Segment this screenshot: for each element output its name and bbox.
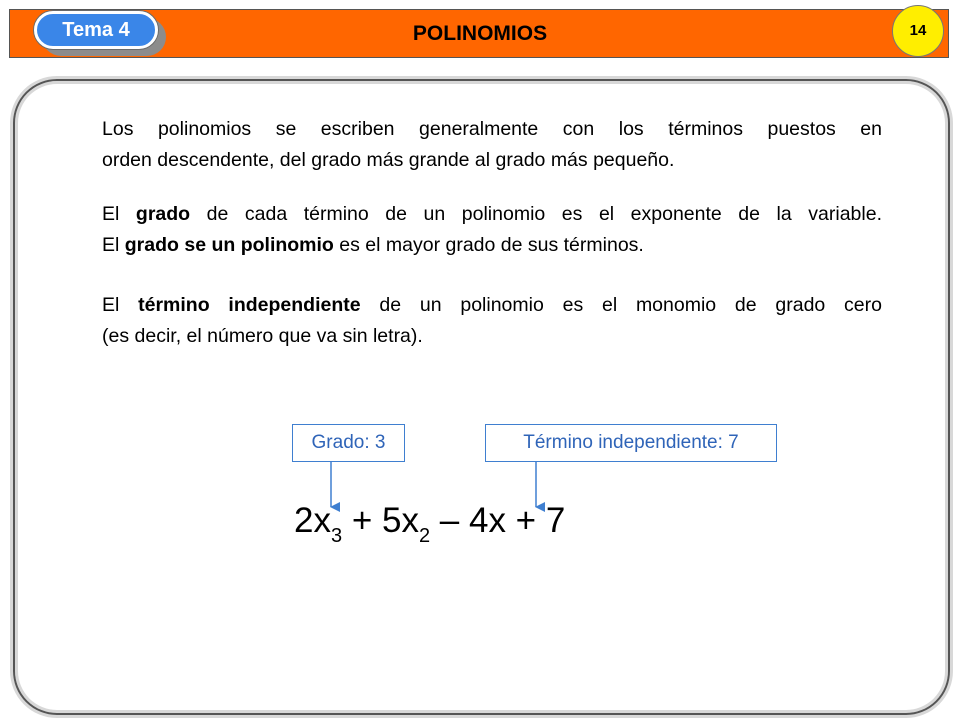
page-number-badge: 14 bbox=[892, 5, 944, 57]
poly-exponent: 2 bbox=[418, 525, 431, 547]
bold-term: grado bbox=[135, 203, 191, 225]
paragraph-line: (es decir, el número que va sin letra). bbox=[102, 325, 423, 347]
poly-term: – 4x + 7 bbox=[430, 501, 566, 540]
poly-term: + 5x bbox=[342, 501, 419, 540]
text-run: El bbox=[102, 203, 136, 225]
degree-label: Grado: 3 bbox=[292, 424, 405, 462]
poly-exponent: 3 bbox=[330, 525, 343, 547]
text-run: El bbox=[102, 294, 139, 316]
paragraph-line bbox=[102, 230, 882, 261]
poly-term: 2x bbox=[294, 501, 331, 540]
tema-button[interactable]: Tema 4 bbox=[34, 11, 158, 49]
text-run: es el mayor grado de sus términos. bbox=[333, 234, 644, 256]
paragraph-line bbox=[102, 199, 882, 230]
bold-term: grado se un polinomio bbox=[124, 234, 334, 256]
paragraph-order bbox=[102, 114, 882, 176]
independent-term-label: Término independiente: 7 bbox=[485, 424, 777, 462]
text-run: de un polinomio es el monomio de grado cero bbox=[360, 294, 882, 316]
paragraph-independent-term bbox=[102, 290, 882, 352]
page-title: POLINOMIOS bbox=[412, 22, 548, 45]
text-run: El bbox=[102, 234, 125, 256]
bold-term: término independiente bbox=[138, 294, 361, 316]
paragraph-line: Los polinomios se escriben generalmente con los términos puestos en bbox=[102, 118, 882, 140]
polynomial-expression bbox=[294, 497, 565, 550]
paragraph-degree bbox=[102, 199, 882, 261]
paragraph-line bbox=[102, 290, 882, 321]
paragraph-line: orden descendente, del grado más grande al grado más pequeño. bbox=[102, 149, 675, 171]
text-run: de cada término de un polinomio es el exponente de la variable. bbox=[190, 203, 882, 225]
